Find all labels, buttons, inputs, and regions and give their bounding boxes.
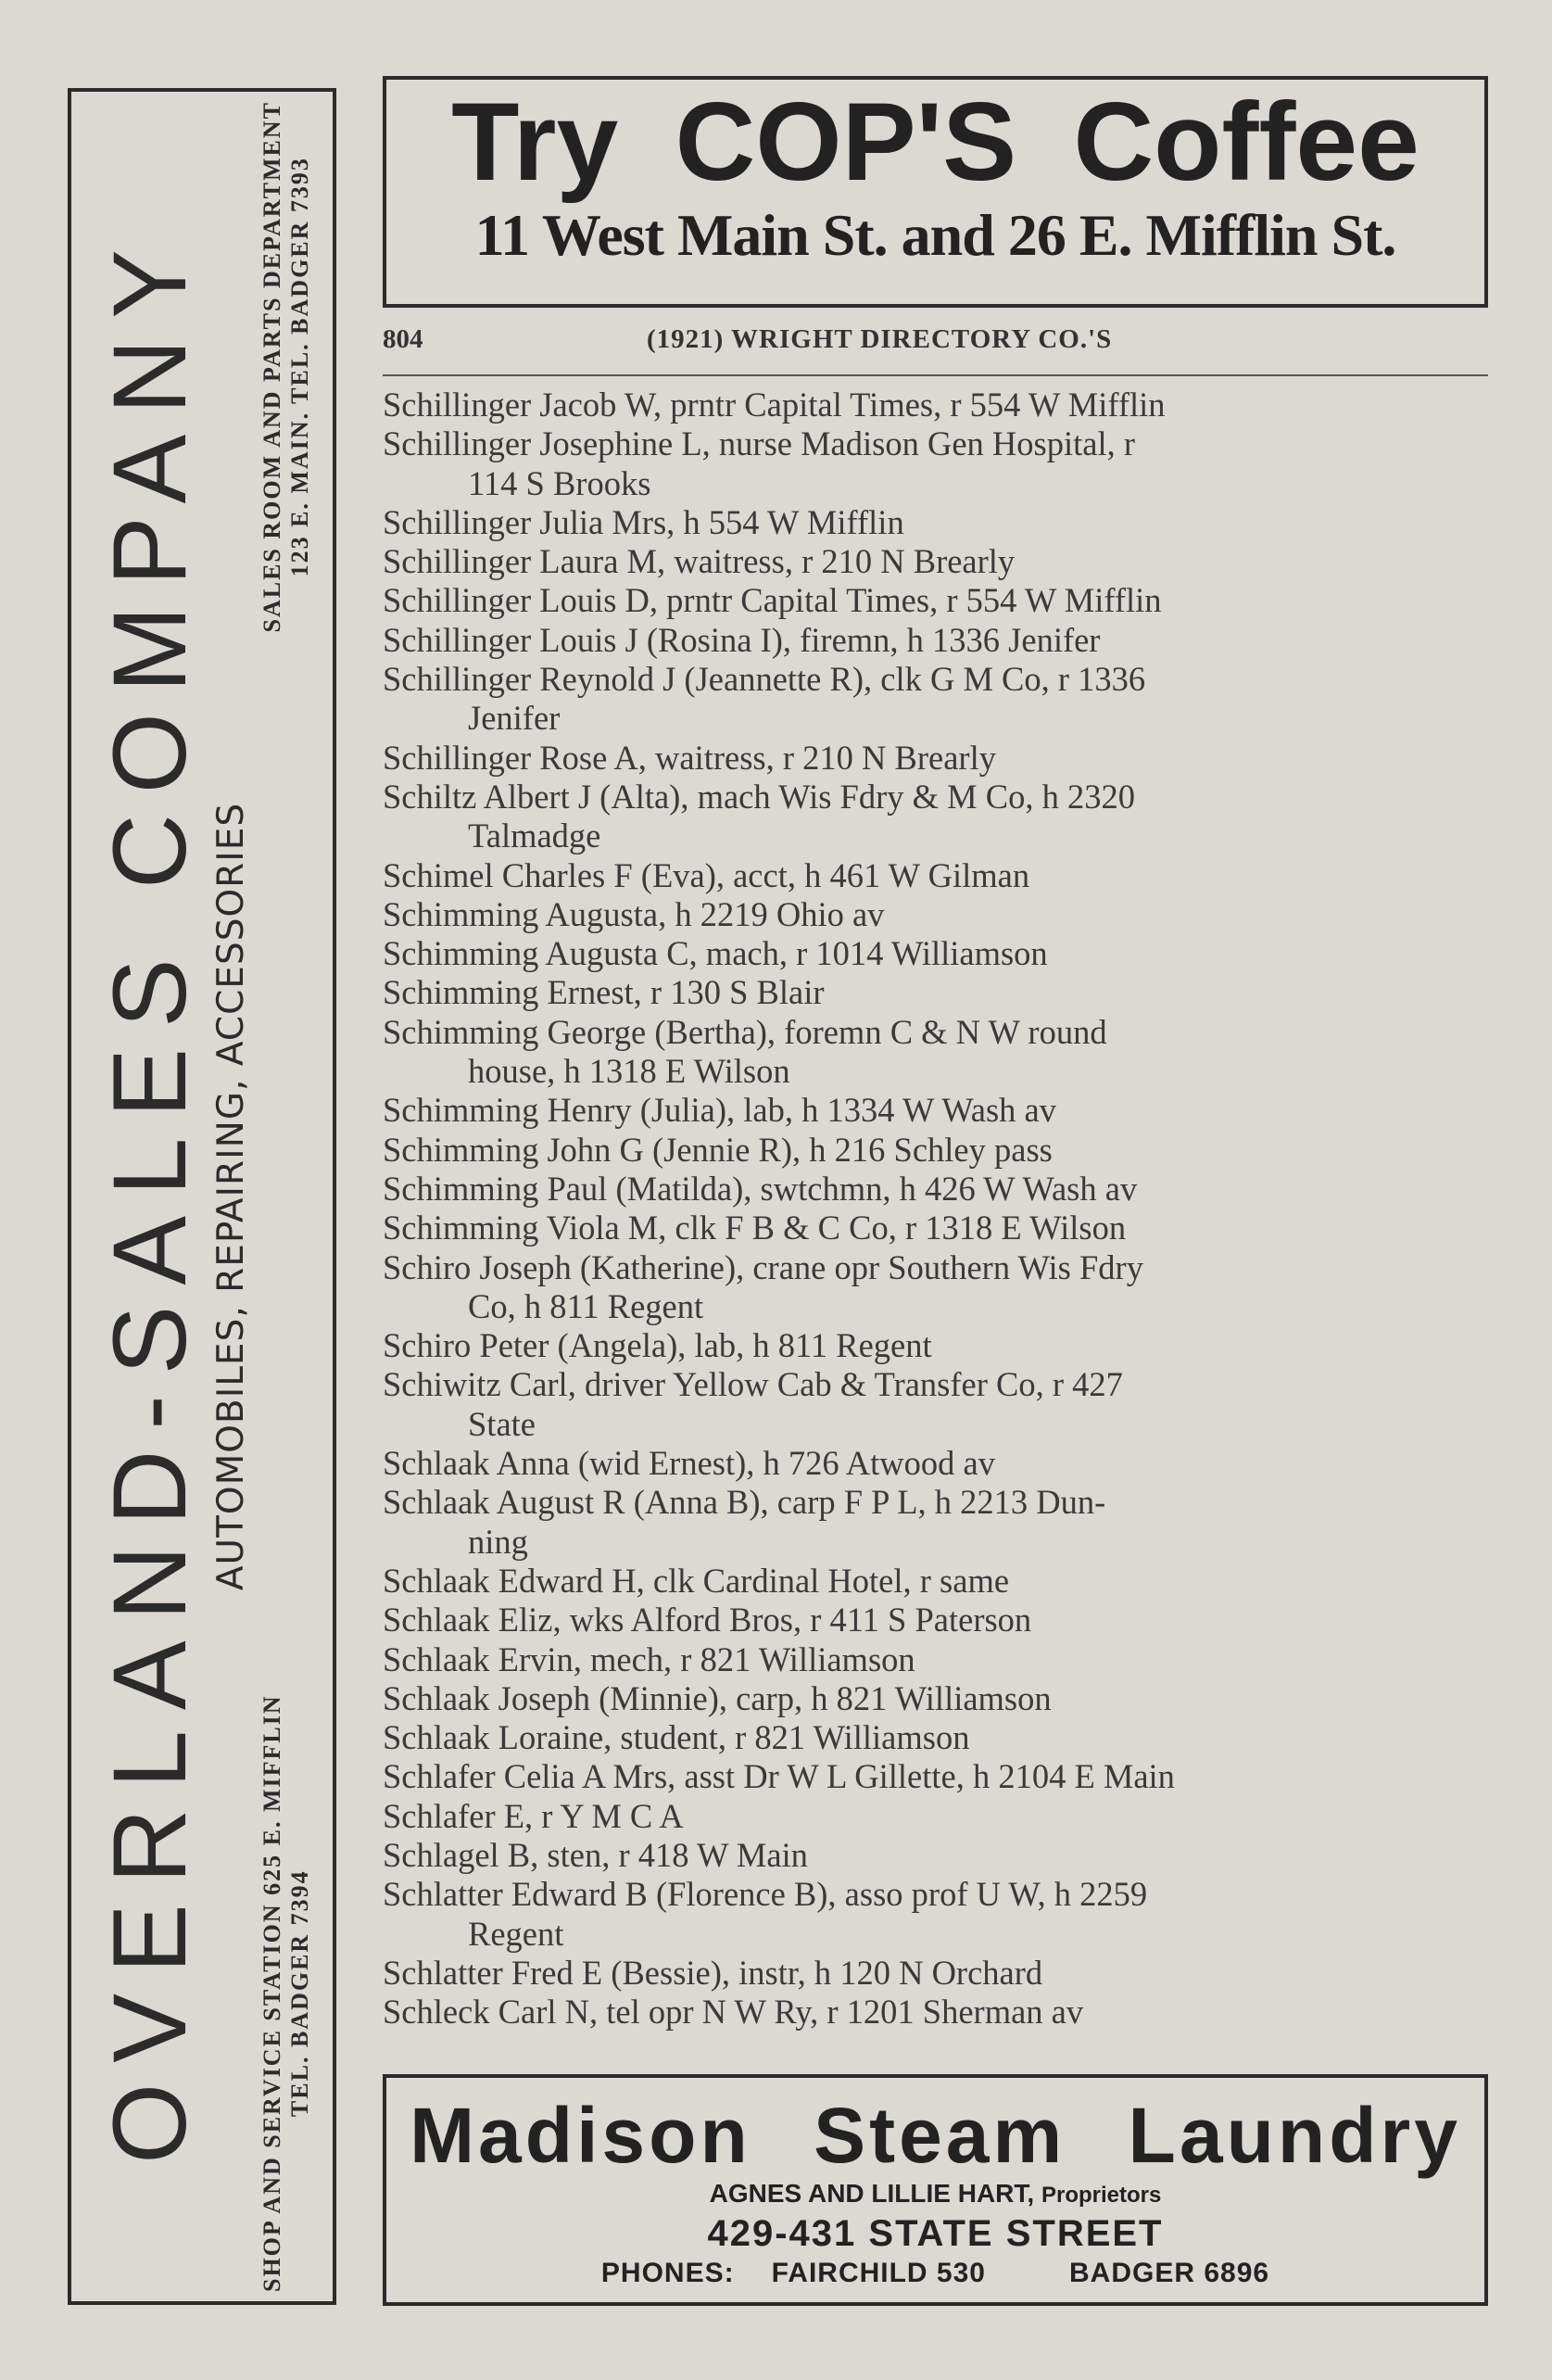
- directory-entry: [383, 1365, 1488, 1444]
- header-divider: [383, 374, 1488, 376]
- overland-sales-info: [259, 101, 314, 632]
- entry-text: Schimel Charles F (Eva), acct, h 461 W Gilman: [383, 855, 1030, 894]
- entry-text: Schimming Augusta, h 2219 Ohio av: [383, 894, 885, 933]
- entry-text: Schiwitz Carl, driver Yellow Cab & Transfer Co, r 427: [383, 1365, 1123, 1404]
- directory-listings: [383, 386, 1488, 2032]
- entry-text: Schillinger Laura M, waitress, r 210 N Brearly: [383, 542, 1016, 581]
- entry-text: Schillinger Louis J (Rosina I), firemn, h 1336 Jenifer: [383, 620, 1101, 659]
- overland-sales-line1: SALES ROOM AND PARTS DEPARTMENT: [259, 101, 285, 633]
- directory-entry: [383, 386, 1488, 424]
- directory-entry: [383, 1444, 1488, 1483]
- directory-entry: [383, 856, 1488, 895]
- laundry-name: Madison Steam Laundry: [410, 2092, 1461, 2179]
- laundry-proprietor-label: Proprietors: [1041, 2183, 1162, 2208]
- directory-entry: [383, 542, 1488, 581]
- laundry-phone-badger: BADGER 6896: [1069, 2258, 1270, 2288]
- directory-entry: [383, 621, 1488, 660]
- directory-entry: [383, 973, 1488, 1012]
- entry-text: Schiro Joseph (Katherine), crane opr Southern Wis Fdry: [383, 1247, 1143, 1286]
- entry-text: Schlaak Eliz, wks Alford Bros, r 411 S Paterson: [383, 1601, 1032, 1639]
- cops-coffee-address: 11 West Main St. and 26 E. Mifflin St.: [474, 202, 1396, 268]
- directory-entry: [383, 1797, 1488, 1836]
- directory-entry: [383, 503, 1488, 542]
- directory-entry: [383, 1131, 1488, 1170]
- directory-entry: [383, 1954, 1488, 1993]
- overland-contact: [253, 92, 314, 2301]
- page-number: 804: [383, 324, 423, 354]
- entry-text: Schillinger Josephine L, nurse Madison Gen Hospital, r: [383, 424, 1136, 463]
- directory-entry: [383, 1562, 1488, 1601]
- entry-text: Schimming George (Bertha), foremn C & N W round: [383, 1012, 1107, 1051]
- entry-text: Schlafer E, r Y M C A: [383, 1796, 684, 1835]
- entry-text: Schlaak Edward H, clk Cardinal Hotel, r same: [383, 1561, 1010, 1600]
- entry-text: Schimming Ernest, r 130 S Blair: [383, 973, 825, 1012]
- entry-text: Schlatter Fred E (Bessie), instr, h 120 N Orchard: [383, 1953, 1043, 1992]
- directory-entry: [383, 1013, 1488, 1092]
- entry-text: Schlaak Ervin, mech, r 821 Williamson: [383, 1639, 915, 1678]
- overland-ad-content: [71, 92, 333, 2301]
- entry-text: Schiro Peter (Angela), lab, h 811 Regent: [383, 1326, 932, 1365]
- entry-text: Schiltz Albert J (Alta), mach Wis Fdry & M Co, h 2320: [383, 777, 1135, 816]
- directory-entry: [383, 1483, 1488, 1562]
- overland-sales-ad: [68, 88, 336, 2305]
- entry-text: Schimming Viola M, clk F B & C Co, r 1318 E Wilson: [383, 1209, 1127, 1247]
- directory-entry: [383, 1757, 1488, 1796]
- directory-entry: [383, 1170, 1488, 1209]
- directory-entry: [383, 1718, 1488, 1757]
- directory-entry: [383, 1836, 1488, 1875]
- directory-entry: [383, 1679, 1488, 1718]
- entry-continuation: Jenifer: [468, 699, 561, 738]
- entry-continuation: Co, h 811 Regent: [468, 1286, 704, 1325]
- directory-entry: [383, 660, 1488, 739]
- cops-coffee-headline: Try COP'S Coffee: [451, 80, 1420, 204]
- entry-text: Schleck Carl N, tel opr N W Ry, r 1201 Sherman av: [383, 1993, 1084, 2032]
- entry-continuation: Talmadge: [468, 817, 601, 855]
- directory-entry: [383, 1209, 1488, 1247]
- directory-entry: [383, 1875, 1488, 1954]
- entry-text: Schlaak Loraine, student, r 821 Williamson: [383, 1718, 970, 1757]
- entry-text: Schillinger Rose A, waitress, r 210 N Brearly: [383, 738, 996, 777]
- directory-entry: [383, 1640, 1488, 1679]
- laundry-phones-label: PHONES:: [600, 2258, 735, 2288]
- madison-steam-laundry-ad: [383, 2074, 1488, 2306]
- directory-entry: [383, 895, 1488, 934]
- overland-company-name: OVERLAND-SALES COMPANY: [92, 229, 208, 2164]
- overland-sales-line2: 123 E. MAIN. TEL. BADGER 7393: [286, 157, 313, 577]
- directory-entry: [383, 1326, 1488, 1365]
- directory-entry: [383, 934, 1488, 973]
- laundry-proprietors: [386, 2178, 1484, 2211]
- entry-text: Schlafer Celia A Mrs, asst Dr W L Gillette, h 2104 E Main: [383, 1757, 1175, 1796]
- page-title: (1921) WRIGHT DIRECTORY CO.'S: [647, 324, 1113, 354]
- entry-text: Schillinger Jacob W, prntr Capital Times, r 554 W Mifflin: [383, 386, 1166, 424]
- entry-text: Schlaak Anna (wid Ernest), h 726 Atwood av: [383, 1444, 995, 1483]
- entry-continuation: State: [468, 1404, 536, 1443]
- overland-shop-line2: TEL. BADGER 7394: [286, 1869, 313, 2118]
- laundry-proprietor-names: AGNES AND LILLIE HART,: [709, 2179, 1035, 2208]
- entry-continuation: house, h 1318 E Wilson: [468, 1052, 790, 1091]
- entry-text: Schimming Henry (Julia), lab, h 1334 W Wash av: [383, 1091, 1056, 1130]
- directory-entry: [383, 1248, 1488, 1327]
- entry-text: Schimming Paul (Matilda), swtchmn, h 426 W Wash av: [383, 1169, 1138, 1208]
- entry-text: Schillinger Reynold J (Jeannette R), clk G M Co, r 1336: [383, 660, 1146, 699]
- overland-shop-info: [259, 1694, 314, 2292]
- entry-continuation: 114 S Brooks: [468, 463, 651, 502]
- entry-text: Schlagel B, sten, r 418 W Main: [383, 1835, 808, 1874]
- entry-text: Schlaak August R (Anna B), carp F P L, h 2213 Dun-: [383, 1483, 1106, 1522]
- cops-coffee-ad: [383, 76, 1488, 308]
- directory-entry: [383, 1993, 1488, 2032]
- entry-text: Schimming John G (Jennie R), h 216 Schley pass: [383, 1130, 1053, 1169]
- overland-services: AUTOMOBILES, REPAIRING, ACCESSORIES: [210, 802, 252, 1591]
- entry-text: Schillinger Julia Mrs, h 554 W Mifflin: [383, 502, 904, 541]
- entry-text: Schillinger Louis D, prntr Capital Times, r 554 W Mifflin: [383, 581, 1162, 620]
- overland-shop-line1: SHOP AND SERVICE STATION 625 E. MIFFLIN: [259, 1694, 285, 2292]
- directory-entry: [383, 581, 1488, 620]
- directory-entry: [383, 778, 1488, 856]
- directory-entry: [383, 424, 1488, 503]
- directory-entry: [383, 739, 1488, 778]
- directory-entry: [383, 1091, 1488, 1130]
- entry-text: Schlatter Edward B (Florence B), asso prof U W, h 2259: [383, 1875, 1148, 1914]
- directory-entry: [383, 1601, 1488, 1639]
- entry-text: Schimming Augusta C, mach, r 1014 Williamson: [383, 934, 1048, 973]
- laundry-phone-fairchild: FAIRCHILD 530: [771, 2258, 986, 2288]
- laundry-address: 429-431 STATE STREET: [707, 2213, 1164, 2254]
- entry-continuation: ning: [468, 1522, 528, 1561]
- laundry-phones: [386, 2256, 1484, 2291]
- entry-continuation: Regent: [468, 1914, 564, 1953]
- entry-text: Schlaak Joseph (Minnie), carp, h 821 Williamson: [383, 1678, 1052, 1717]
